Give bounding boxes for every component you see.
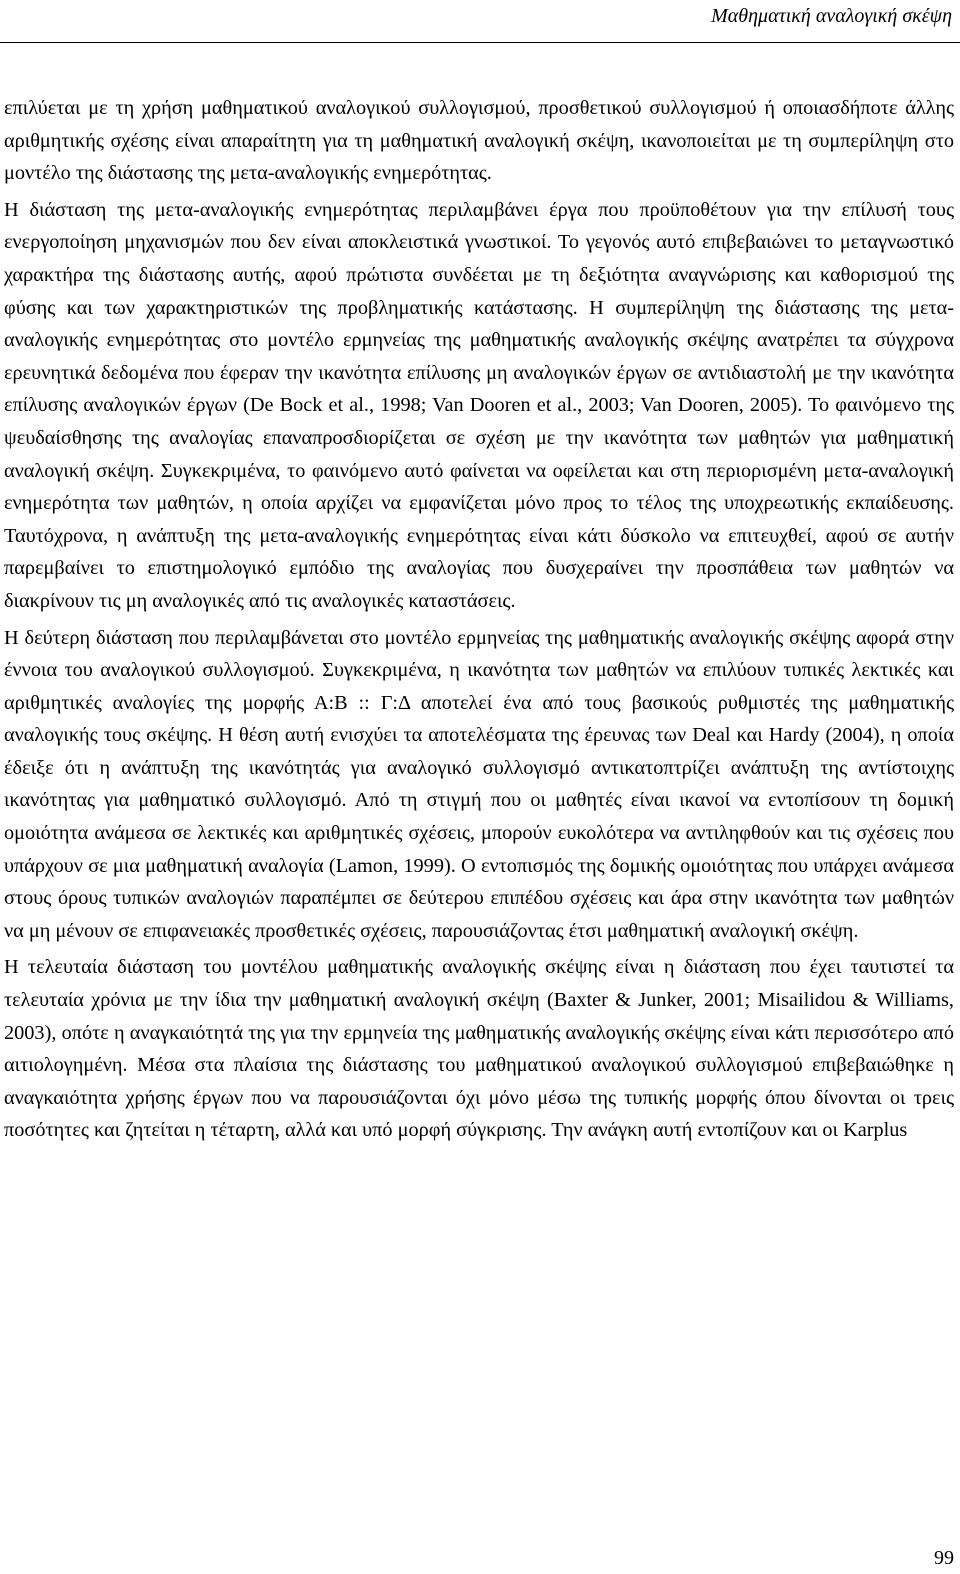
paragraph-1: επιλύεται με τη χρήση μαθηματικού αναλογικού συλλογισμού, προσθετικού συλλογισμού ή οποιασδήποτε άλλης αριθμητικής σχέσης είναι απαραίτητη για τη μαθηματική αναλογική σκέψη, ικανοποιείται με τη συμπερίληψη στο μοντέλο της διάστασης της μετα-αναλογικής ενημερότητας. — [4, 97, 954, 185]
paragraph-4: Η τελευταία διάσταση του μοντέλου μαθηματικής αναλογικής σκέψης είναι η διάσταση που έχει ταυτιστεί τα τελευταία χρόνια με την ίδια την μαθηματική αναλογική σκέψη (Baxter & Junker, 2001; Misailidou & Williams, 2003), οπότε η αναγκαιότητά της για την ερμηνεία της μαθηματικής αναλογικής σκέψης είναι κάτι περισσότερο από αιτιολογημένη. Μέσα στα πλαίσια της διάστασης του μαθηματικού αναλογικού συλλογισμού επιβεβαιώθηκε η αναγκαιότητα χρήσης έργων που να παρουσιάζονται όχι μόνο μέσω της τυπικής μορφής όπου δίνονται οι τρεις ποσότητες και ζητείται η τέταρτη, αλλά και υπό μορφή σύγκρισης. Την ανάγκη αυτή εντοπίζουν και οι Karplus — [4, 956, 954, 1142]
running-header: Μαθηματική αναλογική σκέψη — [711, 5, 952, 27]
body-text — [4, 92, 954, 1147]
header-rule — [0, 42, 960, 43]
page-number: 99 — [934, 1547, 954, 1569]
paragraph-3: Η δεύτερη διάσταση που περιλαμβάνεται στο μοντέλο ερμηνείας της μαθηματικής αναλογικής σκέψης αφορά στην έννοια του αναλογικού συλλογισμού. Συγκεκριμένα, η ικανότητα των μαθητών να επιλύουν τυπικές λεκτικές και αριθμητικές αναλογίες της μορφής Α:Β :: Γ:Δ αποτελεί ένα από τους βασικούς ρυθμιστές της μαθηματικής αναλογικής τους σκέψης. Η θέση αυτή ενισχύει τα αποτελέσματα της έρευνας των Deal και Hardy (2004), η οποία έδειξε ότι η ανάπτυξη της ικανότητάς για αναλογικό συλλογισμό αντικατοπτρίζει ανάπτυξη της αντίστοιχης ικανότητας για μαθηματικό συλλογισμό. Από τη στιγμή που οι μαθητές είναι ικανοί να εντοπίσουν τη δομική ομοιότητα ανάμεσα σε λεκτικές και αριθμητικές σχέσεις, μπορούν ευκολότερα να αντιληφθούν και τις σχέσεις που υπάρχουν σε μια μαθηματική αναλογία (Lamon, 1999). Ο εντοπισμός της δομικής ομοιότητας που υπάρχει ανάμεσα στους όρους τυπικών αναλογιών παραπέμπει σε δεύτερου επιπέδου σχέσεις και άρα στην ικανότητα των μαθητών να μη μένουν σε επιφανειακές προσθετικές σχέσεις, παρουσιάζοντας έτσι μαθηματική αναλογική σκέψη. — [4, 626, 954, 942]
paragraph-2: Η διάσταση της μετα-αναλογικής ενημερότητας περιλαμβάνει έργα που προϋποθέτουν για την επίλυσή τους ενεργοποίηση μηχανισμών που δεν είναι αποκλειστικά γνωστικοί. Το γεγονός αυτό επιβεβαιώνει το μεταγνωστικό χαρακτήρα της διάστασης αυτής, αφού πρώτιστα συνδέεται με τη δεξιότητα αναγνώρισης και καθορισμού της φύσης και των χαρακτηριστικών της προβληματικής κατάστασης. Η συμπερίληψη της διάστασης της μετα-αναλογικής ενημερότητας στο μοντέλο ερμηνείας της μαθηματικής αναλογικής σκέψης ανατρέπει τα σύγχρονα ερευνητικά δεδομένα που έφεραν την ικανότητα επίλυσης μη αναλογικών έργων σε αντιδιαστολή με την ικανότητα επίλυσης αναλογικών έργων (De Bock et al., 1998; Van Dooren et al., 2003; Van Dooren, 2005). Το φαινόμενο της ψευδαίσθησης της αναλογίας επαναπροσδιορίζεται σε σχέση με την ικανότητα των μαθητών για μαθηματική αναλογική σκέψη. Συγκεκριμένα, το φαινόμενο αυτό φαίνεται να οφείλεται και στη περιορισμένη μετα-αναλογική ενημερότητα των μαθητών, η οποία αρχίζει να εμφανίζεται μόνο προς το τέλος της υποχρεωτικής εκπαίδευσης. Ταυτόχρονα, η ανάπτυξη της μετα-αναλογικής ενημερότητας είναι κάτι δύσκολο να επιτευχθεί, αφού σε αυτήν παρεμβαίνει το επιστημολογικό εμπόδιο της αναλογίας που δυσχεραίνει την προσπάθεια των μαθητών να διακρίνουν τις μη αναλογικές από τις αναλογικές καταστάσεις. — [4, 198, 954, 612]
